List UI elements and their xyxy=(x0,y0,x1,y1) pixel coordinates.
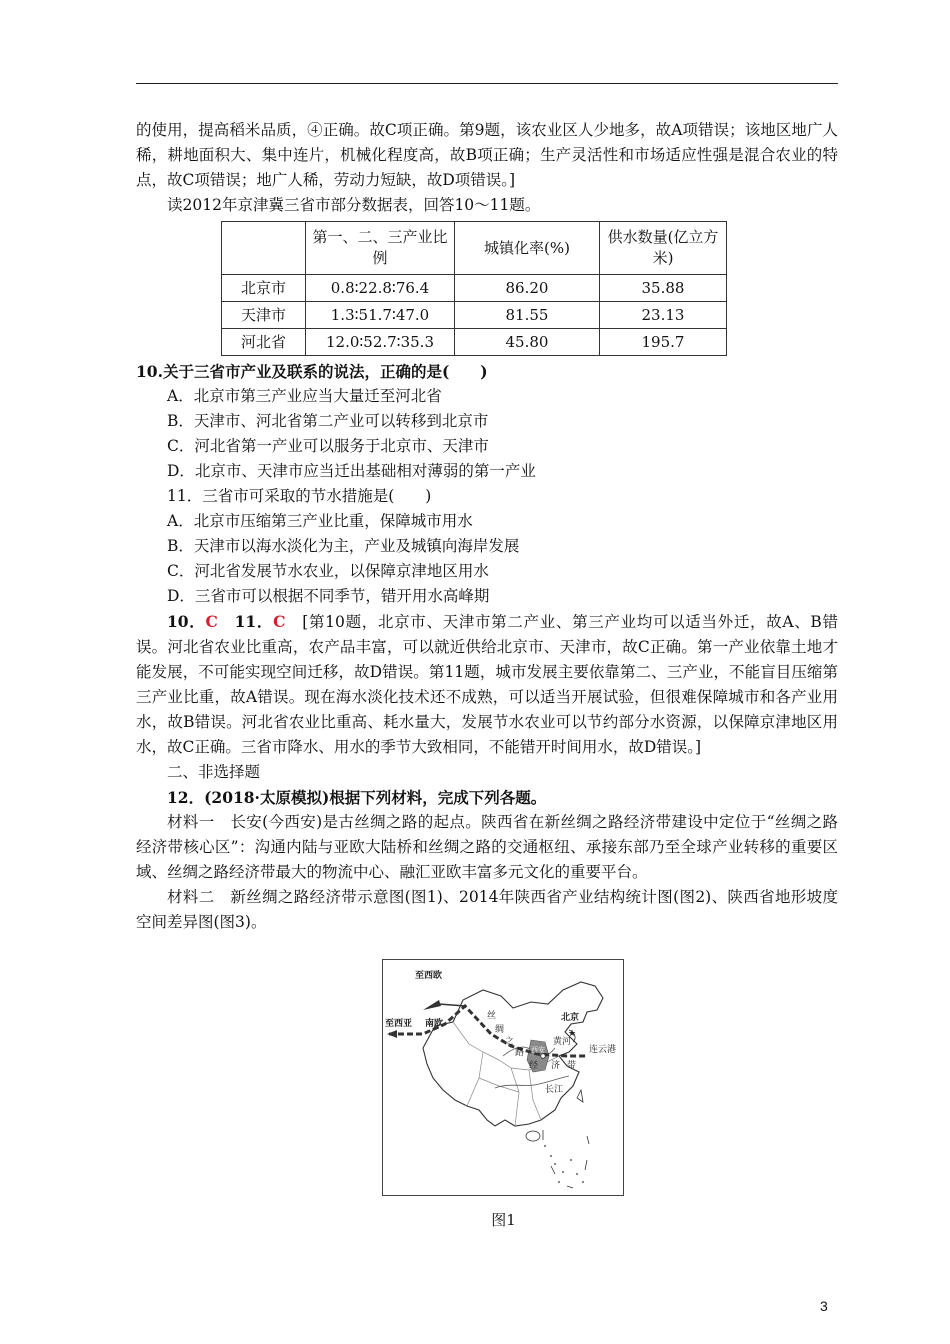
island-dot xyxy=(576,1173,578,1175)
table-cell: 45.80 xyxy=(455,329,600,356)
header-rule xyxy=(136,83,838,84)
section-title: 二、非选择题 xyxy=(167,763,261,781)
belt-char: 路 xyxy=(515,1047,525,1057)
answer-paragraph xyxy=(136,609,838,760)
island-dot xyxy=(562,1171,564,1173)
table-cell: 1.3∶51.7∶47.0 xyxy=(306,302,455,329)
table-cell: 23.13 xyxy=(600,302,727,329)
label-lianyungang: 连云港 xyxy=(589,1044,617,1054)
figure-caption: 图1 xyxy=(491,1211,516,1229)
silk-road-map xyxy=(382,959,624,1196)
island-dot xyxy=(550,1155,552,1157)
belt-char: 经 xyxy=(529,1060,539,1070)
table-row xyxy=(222,275,727,302)
taiwan-island xyxy=(577,1090,583,1102)
beijing-star-icon: ★ xyxy=(568,1028,577,1038)
table-cell: 天津市 xyxy=(222,302,306,329)
label-to-west-europe: 至西欧 xyxy=(415,970,443,980)
belt-char: 丝 xyxy=(487,1010,497,1020)
question-10-option-c: C．河北省第一产业可以服务于北京市、天津市 xyxy=(167,437,489,455)
table-header-cell: 城镇化率(%) xyxy=(455,222,600,275)
island-dot xyxy=(582,1181,584,1183)
label-beijing: 北京 xyxy=(561,1012,580,1022)
label-yangtze-river: 长江 xyxy=(545,1084,564,1094)
label-xian: 西安 xyxy=(531,1047,545,1054)
label-south-europe: 南欧 xyxy=(425,1018,444,1028)
question-11-option-c: C．河北省发展节水农业，以保障京津地区用水 xyxy=(167,562,489,580)
question-10-option-b: B．天津市、河北省第二产业可以转移到北京市 xyxy=(167,412,489,430)
island-dot xyxy=(554,1163,556,1165)
answer-11-letter: C xyxy=(273,612,286,631)
island-dot xyxy=(544,1145,546,1147)
answer-10-number: 10． xyxy=(167,612,206,631)
answer-10-letter: C xyxy=(205,612,218,631)
table-cell: 北京市 xyxy=(222,275,306,302)
table-header-cell: 第一、二、三产业比例 xyxy=(306,222,455,275)
table-header-cell: 供水数量(亿立方米) xyxy=(600,222,727,275)
arrow-west-asia xyxy=(387,1030,397,1038)
table-cell: 195.7 xyxy=(600,329,727,356)
belt-char: 之 xyxy=(505,1036,515,1046)
question-11-option-d: D．三省市可以根据不同季节，错开用水高峰期 xyxy=(167,587,490,605)
island-dot xyxy=(570,1159,572,1161)
question-10-stem: 10.关于三省市产业及联系的说法，正确的是( ) xyxy=(136,362,488,381)
belt-char: 济 xyxy=(551,1060,561,1070)
answer-explanation: [第10题，北京市、天津市第二产业、第三产业均可以适当外迁，故A、B错误。河北省农业比重高，农产品丰富，可以就近供给北京市、天津市，故C正确。第一产业依靠土地才能发展，不可能实现空间迁移，故D错误。第11题，城市发展主要依靠第二、三产业，不能盲目压缩第三产业比重，故A错误。现在海水淡化技术还不成熟，可以适当开展试验，但很难保障城市和各产业用水，故B错误。河北省农业比重高、耗水量大，发展节水农业可以节约部分水资源，以保障京津地区用水，故C正确。三省市降水、用水的季节大致相同，不能错开时间用水，故D错误。] xyxy=(136,613,838,756)
question-10-option-a: A．北京市第三产业应当大量迁至河北省 xyxy=(167,387,442,405)
arrow-west-europe xyxy=(423,1000,441,1010)
table-cell: 0.8∶22.8∶76.4 xyxy=(306,275,455,302)
table-row xyxy=(222,302,727,329)
table-header-row xyxy=(222,222,727,275)
belt-char: 带 xyxy=(567,1060,577,1070)
material-one: 材料一 长安(今西安)是古丝绸之路的起点。陕西省在新丝绸之路经济带建设中定位于“丝绸之路经济带核心区”：沟通内陆与亚欧大陆桥和丝绸之路的交通枢纽、承接东部乃至全球产业转移的重要区域、丝绸之路经济带最大的物流中心、融汇亚欧丰富多元文化的重要平台。 xyxy=(136,813,838,881)
question-11-option-a: A．北京市压缩第三产业比重，保障城市用水 xyxy=(167,512,473,530)
table-intro: 读2012年京津冀三省市部分数据表，回答10～11题。 xyxy=(167,196,541,214)
table-cell: 86.20 xyxy=(455,275,600,302)
page-number: 3 xyxy=(820,1298,828,1314)
intro-paragraph: 的使用，提高稻米品质，④正确。故C项正确。第9题，该农业区人少地多，故A项错误；该地区地广人稀，耕地面积大、集中连片，机械化程度高，故B项正确；生产灵活性和市场适应性强是混合农业的特点，故C项错误；地广人稀，劳动力短缺，故D项错误。] xyxy=(136,121,838,189)
belt-char: 绸 xyxy=(495,1024,505,1034)
table-header-cell xyxy=(222,222,306,275)
data-table xyxy=(221,221,727,356)
table-row xyxy=(222,329,727,356)
question-11-stem: 11．三省市可采取的节水措施是( ) xyxy=(167,487,432,505)
table-cell: 河北省 xyxy=(222,329,306,356)
xian-point xyxy=(541,1054,546,1059)
material-two: 材料二 新丝绸之路经济带示意图(图1)、2014年陕西省产业结构统计图(图2)、陕西省地形坡度空间差异图(图3)。 xyxy=(136,888,838,931)
page-content xyxy=(136,118,838,1233)
nine-dash-line xyxy=(543,1130,589,1188)
label-yellow-river: 黄河 xyxy=(553,1036,572,1046)
map-svg xyxy=(383,960,623,1195)
table-cell: 81.55 xyxy=(455,302,600,329)
table-cell: 12.0∶52.7∶35.3 xyxy=(306,329,455,356)
table-cell: 35.88 xyxy=(600,275,727,302)
question-12-stem: 12．(2018·太原模拟)根据下列材料，完成下列各题。 xyxy=(167,788,547,807)
answer-11-number: 11． xyxy=(234,612,274,631)
china-outline xyxy=(423,982,603,1126)
hainan-island xyxy=(526,1131,540,1141)
label-to-west-asia: 至西亚 xyxy=(385,1018,413,1028)
island-dot xyxy=(558,1181,560,1183)
question-11-option-b: B．天津市以海水淡化为主，产业及城镇向海岸发展 xyxy=(167,537,520,555)
question-10-option-d: D．北京市、天津市应当迁出基础相对薄弱的第一产业 xyxy=(167,462,536,480)
